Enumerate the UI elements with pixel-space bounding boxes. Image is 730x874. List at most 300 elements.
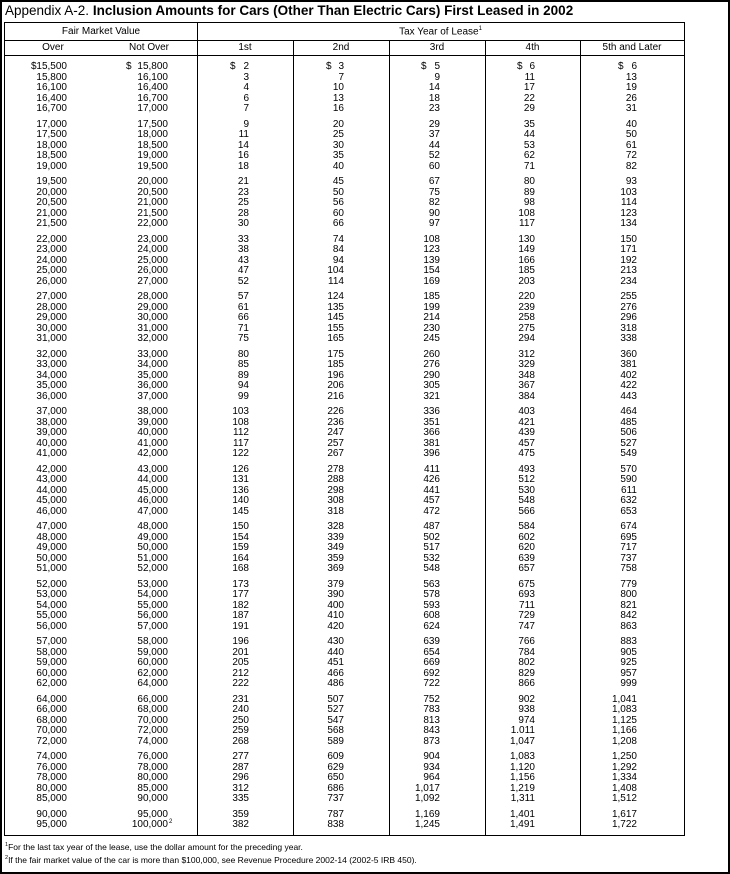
cell-year-3: 873 xyxy=(423,735,440,747)
cell-year-2: 56 xyxy=(332,197,344,208)
cell-year-4: 548 xyxy=(518,495,535,506)
cell-year-2: 20 xyxy=(332,118,344,130)
cell-year-3: 14 xyxy=(428,82,440,93)
cell-year-5-later: 999 xyxy=(620,678,637,689)
cell-not-over: 27,000 xyxy=(137,275,168,287)
table-row xyxy=(5,622,684,632)
cell-year-4: 220 xyxy=(518,291,535,302)
cell-year-2: 206 xyxy=(327,380,344,391)
cell-year-5-later: 905 xyxy=(620,646,637,658)
cell-year-4: 1,401 xyxy=(509,808,535,820)
cell-year-2: 25 xyxy=(332,129,344,140)
cell-year-5-later: 338 xyxy=(620,333,637,344)
cell-year-4: 1,219 xyxy=(509,782,535,794)
cell-year-3: 5 xyxy=(434,61,440,72)
table-row xyxy=(5,726,684,736)
cell-not-over: 76,000 xyxy=(137,751,168,762)
cell-year-1: 205 xyxy=(232,657,249,668)
cell-year-3: 67 xyxy=(428,176,440,187)
cell-not-over: 19,500 xyxy=(137,160,168,172)
cell-year-1: 277 xyxy=(232,751,249,762)
cell-year-2: 466 xyxy=(327,667,344,679)
cell-year-1: 14 xyxy=(237,139,249,151)
cell-year-5-later: 234 xyxy=(620,275,637,287)
page-title xyxy=(5,3,573,18)
table-row xyxy=(5,601,684,611)
cell-year-1: 136 xyxy=(232,484,249,496)
cell-not-over: 16,100 xyxy=(137,71,168,83)
cell-not-over: 29,000 xyxy=(137,301,168,313)
cell-year-2: 114 xyxy=(328,275,344,287)
cell-year-4: 348 xyxy=(518,369,535,381)
cell-year-4: 203 xyxy=(518,275,535,287)
dollar-sign: $ xyxy=(126,61,132,72)
cell-over: 39,000 xyxy=(36,427,67,438)
table-row xyxy=(5,104,684,114)
cell-not-over: 48,000 xyxy=(137,521,168,532)
cell-not-over: 44,000 xyxy=(137,474,168,485)
header-1st: 1st xyxy=(238,42,252,53)
cell-year-5-later: 1,125 xyxy=(611,714,637,726)
table-row xyxy=(5,590,684,600)
table-row xyxy=(5,580,684,590)
table-row xyxy=(5,292,684,302)
cell-year-5-later: 1,166 xyxy=(611,725,637,736)
cell-year-3: 441 xyxy=(423,484,440,496)
cell-over: 18,000 xyxy=(36,139,67,151)
cell-year-1: 3 xyxy=(243,71,249,83)
cell-over: 19,500 xyxy=(36,176,67,187)
table-row xyxy=(5,334,684,344)
cell-year-3: 366 xyxy=(423,427,440,438)
table-row xyxy=(5,522,684,532)
cell-not-over: 18,000 xyxy=(137,129,168,140)
cell-year-1: 23 xyxy=(237,186,249,198)
cell-year-3: 23 xyxy=(428,103,440,114)
cell-year-1: 140 xyxy=(232,495,249,506)
cell-year-1: 117 xyxy=(233,437,249,449)
table-row xyxy=(5,83,684,93)
cell-year-5-later: 779 xyxy=(620,578,637,590)
cell-year-4: 258 xyxy=(518,312,535,323)
cell-over: 30,000 xyxy=(36,322,67,334)
cell-year-3: 1,169 xyxy=(414,808,440,820)
table-row xyxy=(5,209,684,219)
cell-year-1: 164 xyxy=(232,552,249,564)
cell-over: 56,000 xyxy=(36,620,67,632)
cell-not-over: 21,000 xyxy=(137,197,168,208)
cell-not-over: 15,800 xyxy=(137,61,168,72)
cell-not-over: 26,000 xyxy=(137,265,168,276)
cell-year-2: 420 xyxy=(327,620,344,632)
table-row xyxy=(5,73,684,83)
cell-year-2: 589 xyxy=(327,735,344,747)
cell-over: 49,000 xyxy=(36,542,67,553)
cell-year-4: 675 xyxy=(518,578,535,590)
table-row xyxy=(5,658,684,668)
cell-year-2: 155 xyxy=(327,322,344,334)
cell-year-5-later: 485 xyxy=(620,416,637,428)
cell-not-over: 30,000 xyxy=(137,312,168,323)
cell-year-4: 117 xyxy=(519,218,535,229)
cell-year-4: 693 xyxy=(518,589,535,600)
cell-year-1: 80 xyxy=(237,348,249,360)
cell-year-1: 159 xyxy=(232,542,249,553)
cell-year-1: 196 xyxy=(232,636,249,647)
cell-year-4: 130 xyxy=(518,233,535,245)
table-row xyxy=(5,371,684,381)
cell-year-5-later: 296 xyxy=(620,312,637,323)
cell-not-over: 80,000 xyxy=(137,772,168,783)
cell-year-3: 381 xyxy=(423,437,440,449)
cell-year-4: 421 xyxy=(518,416,535,428)
cell-year-3: 260 xyxy=(423,348,440,360)
cell-year-1: 2 xyxy=(243,61,249,72)
table-row xyxy=(5,637,684,647)
cell-year-5-later: 134 xyxy=(620,218,637,229)
cell-year-2: 629 xyxy=(327,761,344,773)
cell-not-over: 22,000 xyxy=(137,218,168,229)
cell-year-4: 584 xyxy=(518,521,535,532)
cell-over: 43,000 xyxy=(36,474,67,485)
cell-year-4: 1,156 xyxy=(509,772,535,783)
table-row xyxy=(5,62,684,72)
cell-over: 21,500 xyxy=(36,218,67,229)
cell-year-4: 1.011 xyxy=(510,725,535,736)
cell-year-2: 318 xyxy=(327,505,344,517)
cell-year-4: 98 xyxy=(523,197,535,208)
cell-year-2: 236 xyxy=(327,416,344,428)
cell-year-2: 226 xyxy=(327,406,344,417)
cell-year-2: 13 xyxy=(332,92,344,104)
cell-year-2: 328 xyxy=(327,521,344,532)
cell-year-1: 89 xyxy=(237,369,249,381)
table-row xyxy=(5,716,684,726)
cell-year-1: 222 xyxy=(232,678,249,689)
cell-year-3: 245 xyxy=(423,333,440,344)
cell-year-5-later: 863 xyxy=(620,620,637,632)
cell-year-3: 108 xyxy=(423,233,440,245)
cell-year-1: 296 xyxy=(232,772,249,783)
cell-year-3: 18 xyxy=(428,92,440,104)
cell-over: 25,000 xyxy=(36,265,67,276)
footnote-ref: 2 xyxy=(169,819,173,825)
cell-year-5-later: 737 xyxy=(620,552,637,564)
cell-over: 32,000 xyxy=(36,348,67,360)
cell-year-2: 257 xyxy=(327,437,344,449)
cell-year-4: 566 xyxy=(518,505,535,517)
cell-over: 29,000 xyxy=(36,312,67,323)
cell-year-2: 568 xyxy=(327,725,344,736)
cell-year-5-later: 381 xyxy=(620,359,637,370)
cell-over: 78,000 xyxy=(36,772,67,783)
cell-over: 53,000 xyxy=(36,589,67,600)
table-row xyxy=(5,313,684,323)
cell-year-5-later: 653 xyxy=(620,505,637,517)
cell-year-5-later: 103 xyxy=(620,186,637,198)
cell-not-over: 16,400 xyxy=(137,82,168,93)
table-row xyxy=(5,465,684,475)
cell-over: 52,000 xyxy=(36,578,67,590)
cell-over: 31,000 xyxy=(36,333,67,344)
cell-year-2: 278 xyxy=(327,463,344,475)
cell-year-1: 25 xyxy=(237,197,249,208)
cell-over: 20,000 xyxy=(36,186,67,198)
cell-year-2: 165 xyxy=(327,333,344,344)
cell-over: 22,000 xyxy=(36,233,67,245)
cell-year-2: 507 xyxy=(327,693,344,705)
cell-year-1: 108 xyxy=(232,416,249,428)
cell-year-4: 62 xyxy=(523,150,535,161)
table-row xyxy=(5,151,684,161)
cell-year-5-later: 1,208 xyxy=(611,735,637,747)
cell-over: 24,000 xyxy=(36,254,67,266)
cell-year-2: 84 xyxy=(332,244,344,255)
cell-over: 55,000 xyxy=(36,610,67,621)
cell-year-2: 410 xyxy=(327,610,344,621)
cell-year-4: 1,120 xyxy=(509,761,535,773)
cell-year-3: 578 xyxy=(423,589,440,600)
cell-year-5-later: 123 xyxy=(620,207,637,219)
cell-year-2: 124 xyxy=(327,291,344,302)
cell-year-2: 339 xyxy=(327,531,344,543)
cell-not-over: 20,500 xyxy=(137,186,168,198)
cell-year-5-later: 1,408 xyxy=(611,782,637,794)
table-row xyxy=(5,162,684,172)
dollar-sign: $ xyxy=(421,61,427,72)
cell-year-5-later: 1,083 xyxy=(611,704,637,715)
cell-not-over: 38,000 xyxy=(137,406,168,417)
cell-not-over: 21,500 xyxy=(137,207,168,219)
cell-year-4: 29 xyxy=(523,103,535,114)
cell-over: 16,700 xyxy=(36,103,67,114)
cell-year-5-later: 506 xyxy=(620,427,637,438)
cell-year-4: 902 xyxy=(518,693,535,705)
cell-over: 17,000 xyxy=(36,118,67,130)
cell-not-over: 54,000 xyxy=(137,589,168,600)
cell-not-over: 17,000 xyxy=(137,103,168,114)
cell-year-3: 290 xyxy=(423,369,440,381)
cell-year-1: 11 xyxy=(238,129,249,140)
cell-year-3: 843 xyxy=(423,725,440,736)
cell-year-2: 145 xyxy=(327,312,344,323)
cell-year-3: 1,017 xyxy=(414,782,440,794)
cell-over: 62,000 xyxy=(36,678,67,689)
cell-year-3: 964 xyxy=(423,772,440,783)
cell-year-3: 60 xyxy=(428,160,440,172)
cell-year-5-later: 842 xyxy=(620,610,637,621)
cell-over: 35,000 xyxy=(36,380,67,391)
cell-not-over: 33,000 xyxy=(137,348,168,360)
table-row xyxy=(5,256,684,266)
table-row xyxy=(5,820,684,830)
footnote-ref: 1 xyxy=(478,26,482,32)
cell-year-2: 686 xyxy=(327,782,344,794)
cell-year-1: 145 xyxy=(232,505,249,517)
inclusion-amounts-table xyxy=(4,22,685,836)
cell-not-over: 19,000 xyxy=(137,150,168,161)
cell-over: 72,000 xyxy=(36,735,67,747)
cell-year-3: 139 xyxy=(423,254,440,266)
cell-year-5-later: 590 xyxy=(620,474,637,485)
cell-year-5-later: 61 xyxy=(625,139,637,151)
cell-year-5-later: 717 xyxy=(620,542,637,553)
cell-over: 40,000 xyxy=(36,437,67,449)
cell-year-1: 28 xyxy=(237,207,249,219)
cell-year-2: 94 xyxy=(332,254,344,266)
cell-year-4: 80 xyxy=(523,176,535,187)
table-row xyxy=(5,407,684,417)
dollar-sign: $ xyxy=(618,61,624,72)
cell-year-4: 729 xyxy=(518,610,535,621)
cell-over: 38,000 xyxy=(36,416,67,428)
table-row xyxy=(5,611,684,621)
title-prefix: Appendix A-2. xyxy=(5,3,90,18)
cell-year-4: 294 xyxy=(518,333,535,344)
cell-year-3: 548 xyxy=(423,563,440,574)
table-row xyxy=(5,564,684,574)
cell-year-5-later: 611 xyxy=(621,484,637,496)
cell-year-4: 71 xyxy=(523,160,535,172)
cell-year-1: 168 xyxy=(232,563,249,574)
table-row xyxy=(5,507,684,517)
cell-year-4: 439 xyxy=(518,427,535,438)
cell-year-1: 4 xyxy=(243,82,249,93)
cell-year-2: 247 xyxy=(327,427,344,438)
cell-year-4: 239 xyxy=(518,301,535,313)
cell-year-5-later: 821 xyxy=(620,599,637,611)
cell-over: 17,500 xyxy=(36,129,67,140)
cell-year-3: 29 xyxy=(428,118,440,130)
cell-year-4: 44 xyxy=(523,129,535,140)
cell-not-over: 17,500 xyxy=(137,118,168,130)
cell-year-1: 66 xyxy=(237,312,249,323)
cell-year-4: 185 xyxy=(518,265,535,276)
cell-year-3: 426 xyxy=(423,474,440,485)
cell-year-5-later: 527 xyxy=(620,437,637,449)
cell-over: 44,000 xyxy=(36,484,67,496)
cell-year-2: 430 xyxy=(327,636,344,647)
cell-year-5-later: 6 xyxy=(631,61,637,72)
footnote-mark: 2 xyxy=(5,855,9,862)
cell-year-2: 379 xyxy=(327,578,344,590)
cell-not-over: 66,000 xyxy=(137,693,168,705)
cell-not-over: 68,000 xyxy=(137,704,168,715)
cell-year-5-later: 318 xyxy=(620,322,637,334)
cell-year-1: 287 xyxy=(232,761,249,773)
header-2nd: 2nd xyxy=(332,42,350,53)
cell-year-1: 7 xyxy=(243,103,249,114)
cell-year-5-later: 402 xyxy=(620,369,637,381)
cell-year-5-later: 360 xyxy=(620,348,637,360)
cell-not-over: 95,000 xyxy=(137,808,168,820)
cell-year-5-later: 50 xyxy=(625,129,637,140)
cell-year-1: 99 xyxy=(237,390,249,402)
cell-over: 26,000 xyxy=(36,275,67,287)
cell-year-1: 47 xyxy=(237,265,249,276)
cell-year-3: 532 xyxy=(423,552,440,564)
cell-year-3: 169 xyxy=(423,275,440,287)
table-row xyxy=(5,141,684,151)
cell-year-5-later: 72 xyxy=(625,150,637,161)
cell-year-1: 112 xyxy=(233,427,249,438)
cell-year-5-later: 40 xyxy=(625,118,637,130)
cell-not-over: 37,000 xyxy=(137,390,168,402)
cell-not-over: 46,000 xyxy=(137,495,168,506)
cell-year-1: 187 xyxy=(232,610,249,621)
cell-year-1: 173 xyxy=(232,578,249,590)
cell-year-3: 1,245 xyxy=(414,819,440,830)
cell-year-5-later: 883 xyxy=(620,636,637,647)
cell-year-3: 934 xyxy=(423,761,440,773)
cell-year-1: 43 xyxy=(237,254,249,266)
dollar-sign: $ xyxy=(326,61,332,72)
cell-year-5-later: 1,617 xyxy=(611,808,637,820)
cell-year-5-later: 114 xyxy=(621,197,637,208)
cell-not-over: 40,000 xyxy=(137,427,168,438)
cell-year-2: 135 xyxy=(327,301,344,313)
cell-year-4: 766 xyxy=(518,636,535,647)
cell-not-over: 51,000 xyxy=(137,552,168,564)
cell-year-4: 384 xyxy=(518,390,535,402)
cell-year-3: 351 xyxy=(423,416,440,428)
cell-not-over: 64,000 xyxy=(137,678,168,689)
cell-year-5-later: 957 xyxy=(620,667,637,679)
cell-year-1: 382 xyxy=(232,819,249,830)
footnote-mark: 1 xyxy=(5,842,9,849)
table-row xyxy=(5,235,684,245)
cell-over: 48,000 xyxy=(36,531,67,543)
table-row xyxy=(5,120,684,130)
footnote-1 xyxy=(5,842,303,852)
cell-year-4: 275 xyxy=(518,322,535,334)
cell-year-2: 74 xyxy=(332,233,344,245)
cell-not-over: 32,000 xyxy=(137,333,168,344)
table-row xyxy=(5,392,684,402)
cell-year-1: 201 xyxy=(232,646,249,658)
cell-year-2: 390 xyxy=(327,589,344,600)
table-row xyxy=(5,350,684,360)
cell-year-2: 50 xyxy=(332,186,344,198)
table-row xyxy=(5,648,684,658)
cell-year-3: 75 xyxy=(428,186,440,198)
cell-year-2: 7 xyxy=(338,71,344,83)
cell-not-over: 42,000 xyxy=(137,448,168,459)
cell-year-4: 367 xyxy=(518,380,535,391)
cell-not-over: 34,000 xyxy=(137,359,168,370)
cell-year-5-later: 695 xyxy=(620,531,637,543)
table-row xyxy=(5,533,684,543)
cell-year-4: 938 xyxy=(518,704,535,715)
table-row xyxy=(5,303,684,313)
cell-year-4: 457 xyxy=(518,437,535,449)
header-tax-year-label: Tax Year of Lease xyxy=(399,26,479,38)
header-4th: 4th xyxy=(525,42,540,53)
cell-year-2: 196 xyxy=(327,369,344,381)
cell-year-2: 3 xyxy=(338,61,344,72)
table-row xyxy=(5,543,684,553)
cell-year-2: 609 xyxy=(327,751,344,762)
cell-year-1: 182 xyxy=(232,599,249,611)
header-over: Over xyxy=(42,42,64,53)
cell-over: 20,500 xyxy=(36,197,67,208)
cell-over: 41,000 xyxy=(36,448,67,459)
cell-over: 60,000 xyxy=(36,667,67,679)
cell-year-2: 45 xyxy=(332,176,344,187)
cell-year-4: 512 xyxy=(518,474,535,485)
cell-year-1: 57 xyxy=(237,291,249,302)
cell-over: 19,000 xyxy=(36,160,67,172)
